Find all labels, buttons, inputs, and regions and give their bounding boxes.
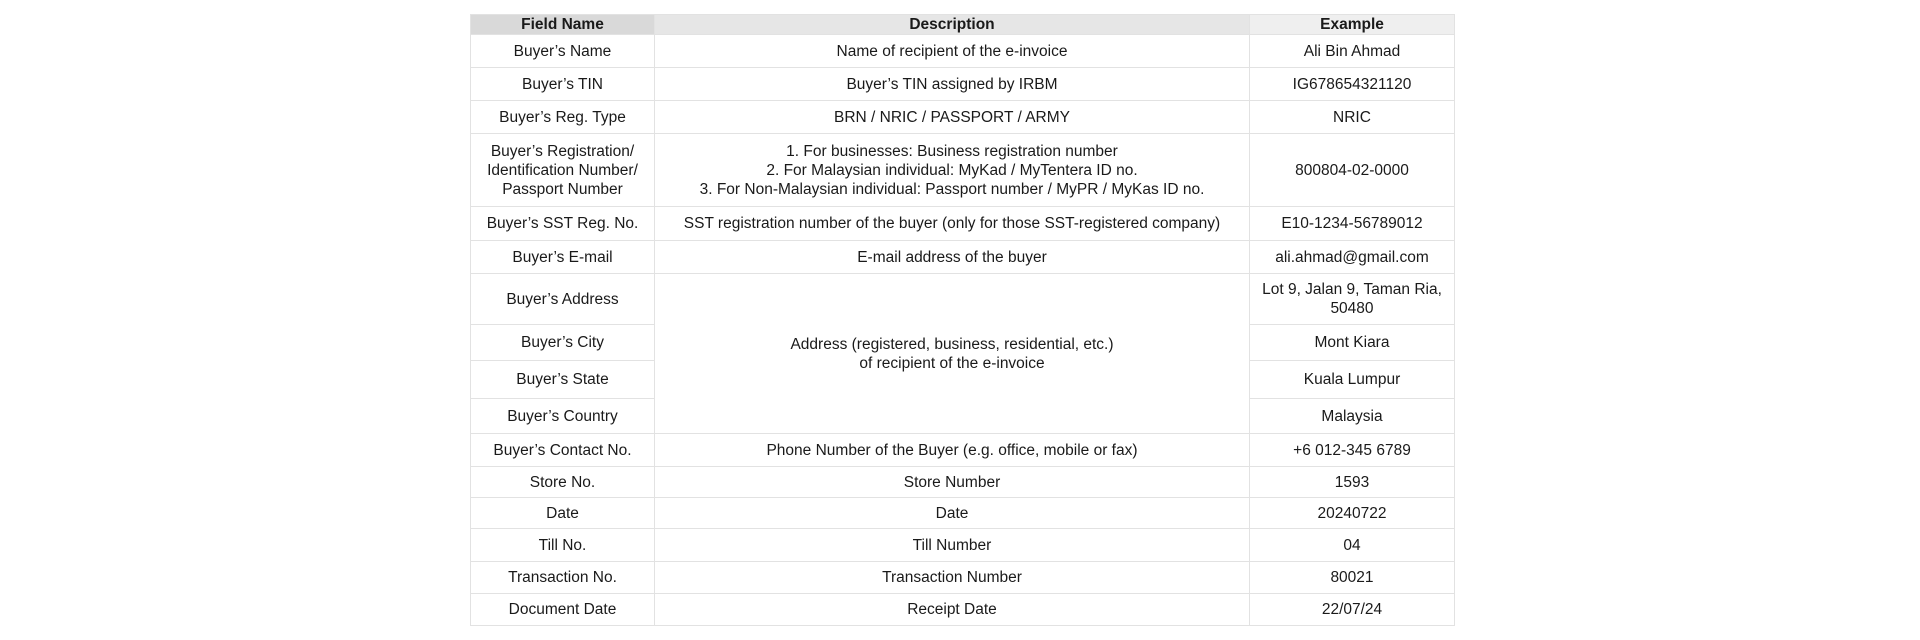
description-cell: SST registration number of the buyer (only for those SST-registered company)	[655, 207, 1250, 241]
field-line: Identification Number/	[487, 161, 638, 179]
header-description: Description	[655, 15, 1250, 35]
field-cell: Transaction No.	[471, 562, 655, 594]
field-cell: Date	[471, 498, 655, 529]
field-cell: Buyer’s SST Reg. No.	[471, 207, 655, 241]
example-line: Lot 9, Jalan 9, Taman Ria,	[1262, 281, 1442, 298]
example-cell: 1593	[1250, 467, 1455, 498]
table-row	[471, 594, 1455, 626]
field-table	[470, 14, 1455, 626]
example-cell: ali.ahmad@gmail.com	[1250, 241, 1455, 274]
field-cell: Buyer’s Address	[471, 274, 655, 325]
example-cell: 22/07/24	[1250, 594, 1455, 626]
table-row	[471, 101, 1455, 134]
field-cell: Buyer’s Contact No.	[471, 434, 655, 467]
example-cell: Kuala Lumpur	[1250, 361, 1455, 399]
field-line: Buyer’s Registration/	[490, 142, 635, 160]
header-example: Example	[1250, 15, 1455, 35]
example-cell: Mont Kiara	[1250, 325, 1455, 361]
description-line: 2. For Malaysian individual: MyKad / MyTentera ID no.	[766, 161, 1138, 179]
example-cell: +6 012-345 6789	[1250, 434, 1455, 467]
table-row	[471, 207, 1455, 241]
field-cell	[471, 134, 655, 207]
description-cell: Buyer’s TIN assigned by IRBM	[655, 68, 1250, 101]
example-cell: Malaysia	[1250, 399, 1455, 434]
description-cell: BRN / NRIC / PASSPORT / ARMY	[655, 101, 1250, 134]
field-line: Passport Number	[502, 180, 623, 198]
table-row	[471, 467, 1455, 498]
description-cell: Till Number	[655, 529, 1250, 562]
description-line: of recipient of the e-invoice	[859, 354, 1045, 372]
description-cell: Receipt Date	[655, 594, 1250, 626]
example-cell: 80021	[1250, 562, 1455, 594]
example-cell	[1250, 274, 1455, 325]
description-line: 1. For businesses: Business registration number	[786, 142, 1118, 160]
example-cell: 800804-02-0000	[1250, 134, 1455, 207]
table-row	[471, 274, 1455, 325]
field-cell: Till No.	[471, 529, 655, 562]
field-cell: Document Date	[471, 594, 655, 626]
field-cell: Store No.	[471, 467, 655, 498]
description-cell: Store Number	[655, 467, 1250, 498]
field-cell: Buyer’s State	[471, 361, 655, 399]
field-cell: Buyer’s Reg. Type	[471, 101, 655, 134]
description-cell: Phone Number of the Buyer (e.g. office, mobile or fax)	[655, 434, 1250, 467]
example-cell: E10-1234-56789012	[1250, 207, 1455, 241]
header-row	[471, 15, 1455, 35]
table-row	[471, 68, 1455, 101]
table-row	[471, 529, 1455, 562]
table-row	[471, 241, 1455, 274]
table-row	[471, 498, 1455, 529]
table-row	[471, 562, 1455, 594]
description-cell-merged	[655, 274, 1250, 434]
description-line: 3. For Non-Malaysian individual: Passport number / MyPR / MyKas ID no.	[699, 180, 1205, 198]
example-cell: 20240722	[1250, 498, 1455, 529]
example-cell: Ali Bin Ahmad	[1250, 35, 1455, 68]
field-cell: Buyer’s Name	[471, 35, 655, 68]
description-cell: Name of recipient of the e-invoice	[655, 35, 1250, 68]
header-field-name: Field Name	[471, 15, 655, 35]
description-line: Address (registered, business, residential, etc.)	[790, 335, 1114, 353]
description-cell: E-mail address of the buyer	[655, 241, 1250, 274]
example-cell: NRIC	[1250, 101, 1455, 134]
example-cell: IG678654321120	[1250, 68, 1455, 101]
description-cell: Date	[655, 498, 1250, 529]
example-line: 50480	[1330, 300, 1374, 317]
description-cell: Transaction Number	[655, 562, 1250, 594]
table-row	[471, 35, 1455, 68]
table-row	[471, 134, 1455, 207]
description-cell	[655, 134, 1250, 207]
table-row	[471, 434, 1455, 467]
example-cell: 04	[1250, 529, 1455, 562]
field-cell: Buyer’s E-mail	[471, 241, 655, 274]
field-cell: Buyer’s Country	[471, 399, 655, 434]
field-cell: Buyer’s TIN	[471, 68, 655, 101]
field-cell: Buyer’s City	[471, 325, 655, 361]
